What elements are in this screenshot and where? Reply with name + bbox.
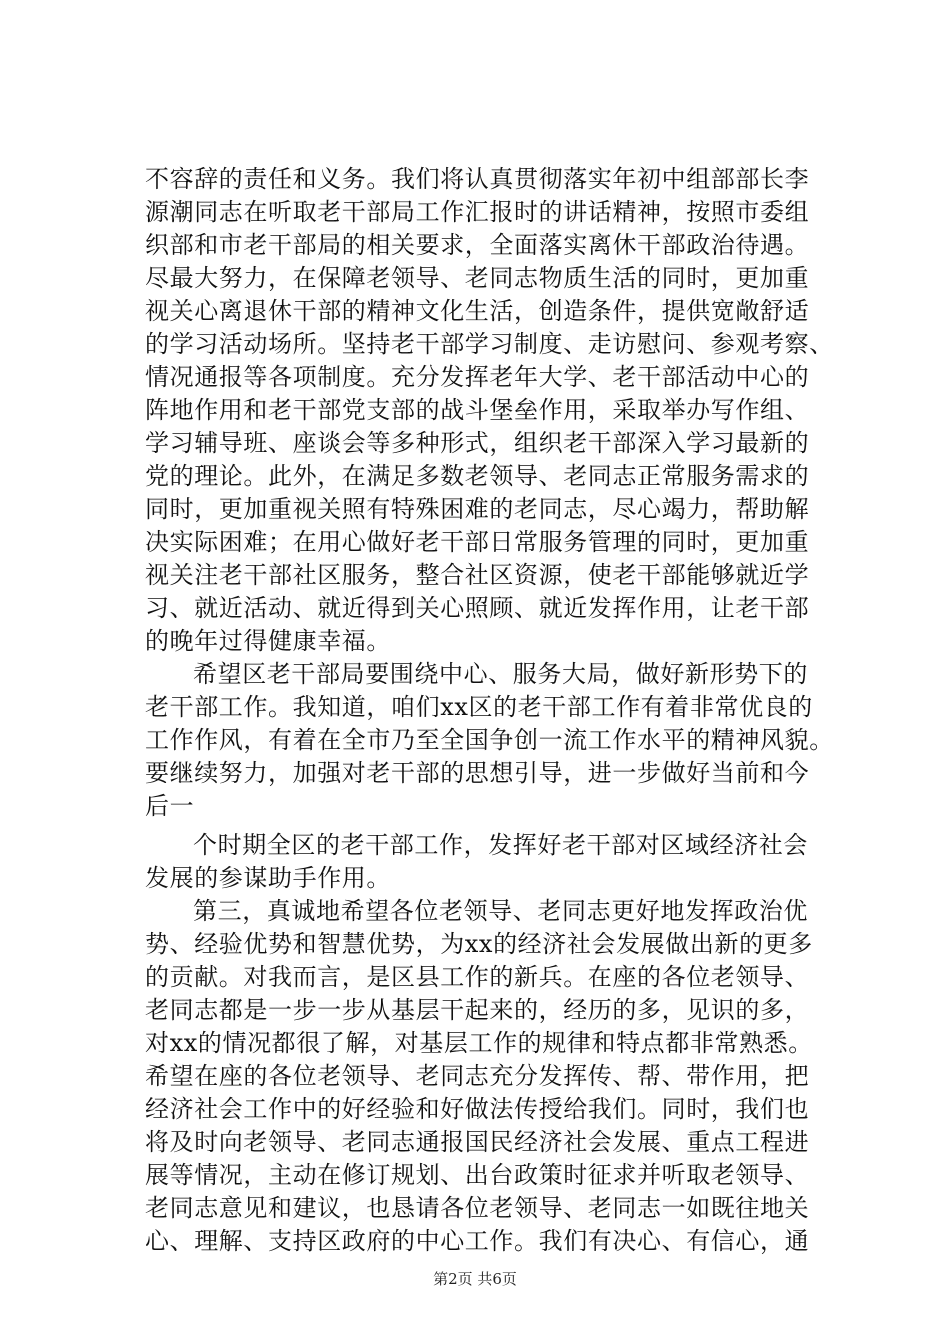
- text-line: 源潮同志在听取老干部局工作汇报时的讲话精神，按照市委组: [145, 198, 810, 226]
- text-line: 发展的参谋助手作用。: [145, 864, 391, 892]
- text-line: 决实际困难；在用心做好老干部日常服务管理的同时，更加重: [145, 528, 810, 556]
- text-line: 将及时向老领导、老同志通报国民经济社会发展、重点工程进: [145, 1128, 810, 1156]
- text-line: 习、就近活动、就近得到关心照顾、就近发挥作用，让老干部: [145, 594, 810, 622]
- text-line: 工作作风，有着在全市乃至全国争创一流工作水平的精神风貌。: [145, 726, 834, 754]
- text-line: 尽最大努力，在保障老领导、老同志物质生活的同时，更加重: [145, 264, 810, 292]
- text-line: 的晚年过得健康幸福。: [145, 627, 391, 655]
- text-line: 不容辞的责任和义务。我们将认真贯彻落实年初中组部部长李: [145, 165, 810, 193]
- text-line: 视关注老干部社区服务，整合社区资源，使老干部能够就近学: [145, 561, 810, 589]
- text-line: 党的理论。此外，在满足多数老领导、老同志正常服务需求的: [145, 462, 810, 490]
- text-line: 后一: [145, 792, 195, 820]
- text-line: 希望区老干部局要围绕中心、服务大局，做好新形势下的: [193, 660, 808, 688]
- text-line: 势、经验优势和智慧优势，为xx的经济社会发展做出新的更多: [145, 930, 813, 958]
- text-line: 老同志都是一步一步从基层干起来的，经历的多，见识的多，: [145, 996, 810, 1024]
- text-line: 展等情况，主动在修订规划、出台政策时征求并听取老领导、: [145, 1161, 810, 1189]
- text-line: 心、理解、支持区政府的中心工作。我们有决心、有信心，通: [145, 1227, 810, 1255]
- text-line: 老干部工作。我知道，咱们xx区的老干部工作有着非常优良的: [145, 693, 813, 721]
- text-line: 希望在座的各位老领导、老同志充分发挥传、帮、带作用，把: [145, 1062, 810, 1090]
- document-body: [145, 163, 834, 1258]
- text-line: 第三，真诚地希望各位老领导、老同志更好地发挥政治优: [193, 897, 808, 925]
- page-number-footer: 第2页 共6页: [433, 1270, 517, 1288]
- text-line: 个时期全区的老干部工作，发挥好老干部对区域经济社会: [193, 831, 808, 859]
- text-line: 老同志意见和建议，也恳请各位老领导、老同志一如既往地关: [145, 1194, 810, 1222]
- text-line: 视关心离退休干部的精神文化生活，创造条件，提供宽敞舒适: [145, 297, 810, 325]
- text-line: 对xx的情况都很了解，对基层工作的规律和特点都非常熟悉。: [145, 1029, 813, 1057]
- text-line: 织部和市老干部局的相关要求，全面落实离休干部政治待遇。: [145, 231, 810, 259]
- text-line: 同时，更加重视关照有特殊困难的老同志，尽心竭力，帮助解: [145, 495, 810, 523]
- text-line: 情况通报等各项制度。充分发挥老年大学、老干部活动中心的: [145, 363, 810, 391]
- text-line: 经济社会工作中的好经验和好做法传授给我们。同时，我们也: [145, 1095, 810, 1123]
- text-line: 学习辅导班、座谈会等多种形式，组织老干部深入学习最新的: [145, 429, 810, 457]
- text-line: 阵地作用和老干部党支部的战斗堡垒作用，采取举办写作组、: [145, 396, 810, 424]
- text-line: 的贡献。对我而言，是区县工作的新兵。在座的各位老领导、: [145, 963, 810, 991]
- text-line: 要继续努力，加强对老干部的思想引导，进一步做好当前和今: [145, 759, 810, 787]
- text-line: 的学习活动场所。坚持老干部学习制度、走访慰问、参观考察、: [145, 330, 834, 358]
